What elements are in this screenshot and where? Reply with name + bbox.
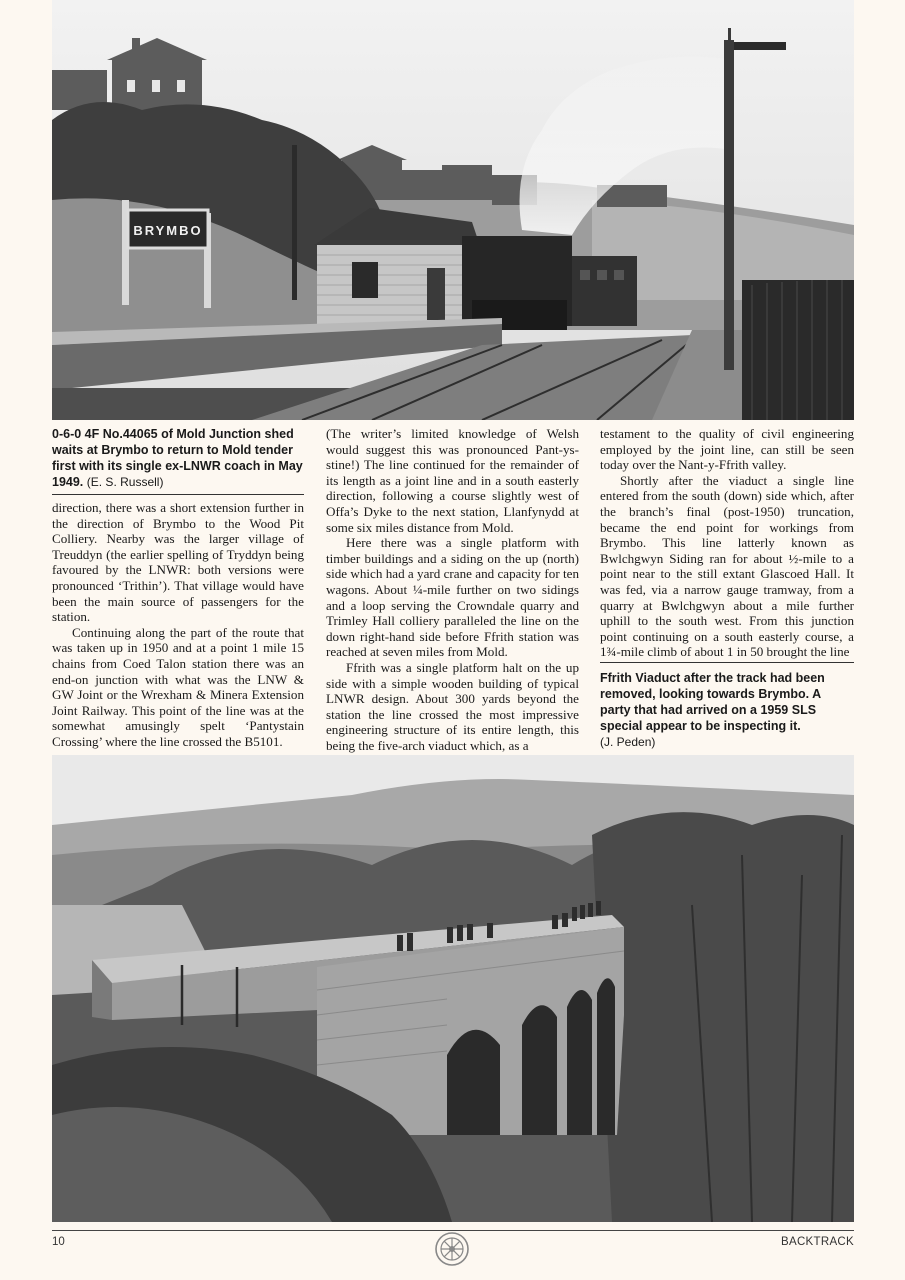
magazine-name: BACKTRACK bbox=[781, 1236, 854, 1248]
paragraph: Continuing along the part of the route that was taken up in 1950 and at a point 1 mile 15 chains from Coed Talon station there was an end-on junction with what was the LNW & GW Joint or the Wrexham & Minera Extension Joint Railway. This point of the line was at the somewhat amusingly spelt ‘Pantystain Crossing’ where the line crossed the B5101. bbox=[52, 624, 304, 749]
article-column-1 bbox=[52, 500, 304, 750]
paragraph: Ffrith was a single platform halt on the up side with a simple wooden building of typical LNWR design. About 300 yards beyond the station the line crossed the most impressive engineering structure of its entire length, this being the five-arch viaduct which, as a bbox=[326, 659, 579, 753]
photo-credit: (J. Peden) bbox=[600, 735, 656, 749]
caption-text: Ffrith Viaduct after the track had been removed, looking towards Brymbo. A party that had arrived on a 1959 SLS special appear to be inspecting it. bbox=[600, 671, 825, 733]
photo-caption-brymbo bbox=[52, 426, 304, 490]
paragraph: (The writer’s limited knowledge of Welsh would suggest this was pronounced Pant-ys-stine!) The line continued for the remainder of its length as a joint line and in a south easterly direction, following a course slightly west of Offa’s Dyke to the next station, Llanfynydd at some six miles distance from Mold. bbox=[326, 426, 579, 535]
page-number: 10 bbox=[52, 1236, 65, 1248]
ffrith-viaduct-photo bbox=[52, 755, 854, 1222]
paragraph: Here there was a single platform with timber buildings and a siding on the up (north) side which had a yard crane and capacity for ten wagons. About ¼-mile further on two sidings and a loop serving the Crowndale quarry and Trimley Hall colliery paralleled the line on the down right-hand side before Ffrith station was reached at seven miles from Mold. bbox=[326, 535, 579, 660]
photo-caption-ffrith-viaduct bbox=[600, 670, 854, 750]
article-column-3 bbox=[600, 426, 854, 660]
brymbo-station-photo bbox=[52, 0, 854, 420]
article-column-2 bbox=[326, 426, 579, 753]
caption-divider bbox=[52, 494, 304, 495]
wheel-logo-icon bbox=[434, 1231, 470, 1267]
paragraph: testament to the quality of civil engineering employed by the joint line, can still be seen today over the Nant-y-Ffrith valley. bbox=[600, 426, 854, 473]
paragraph: direction, there was a short extension further in the direction of Brymbo to the Wood Pit Colliery. Nearby was the larger village of Treuddyn (the earlier spelling of Tryddyn being favoured by the LNWR: both versions were pronounced ‘Trithin’). That village would have been the main source of passengers for the station. bbox=[52, 500, 304, 625]
caption-divider bbox=[600, 662, 854, 663]
paragraph: Shortly after the viaduct a single line entered from the south (down) side which, after the branch’s final (post-1950) truncation, became the end point for workings from Brymbo. This line latterly known as Bwlchgwyn Siding ran for about ½-mile to a point near to the still extant Glascoed Hall. It was fed, via a narrow gauge tramway, from a quarry at Bwlchgwyn about a mile further uphill to the south west. From this junction point continuing on a south easterly course, a 1¾-mile climb of about 1 in 50 brought the line bbox=[600, 472, 854, 660]
brymbo-station-illustration bbox=[52, 0, 854, 420]
ffrith-viaduct-illustration bbox=[52, 755, 854, 1222]
photo-credit: (E. S. Russell) bbox=[86, 475, 164, 489]
caption-text: 0-6-0 4F No.44065 of Mold Junction shed waits at Brymbo to return to Mold tender first with its single ex-LNWR coach in May 1949. bbox=[52, 427, 303, 489]
station-board-text: BRYMBO bbox=[133, 223, 203, 238]
